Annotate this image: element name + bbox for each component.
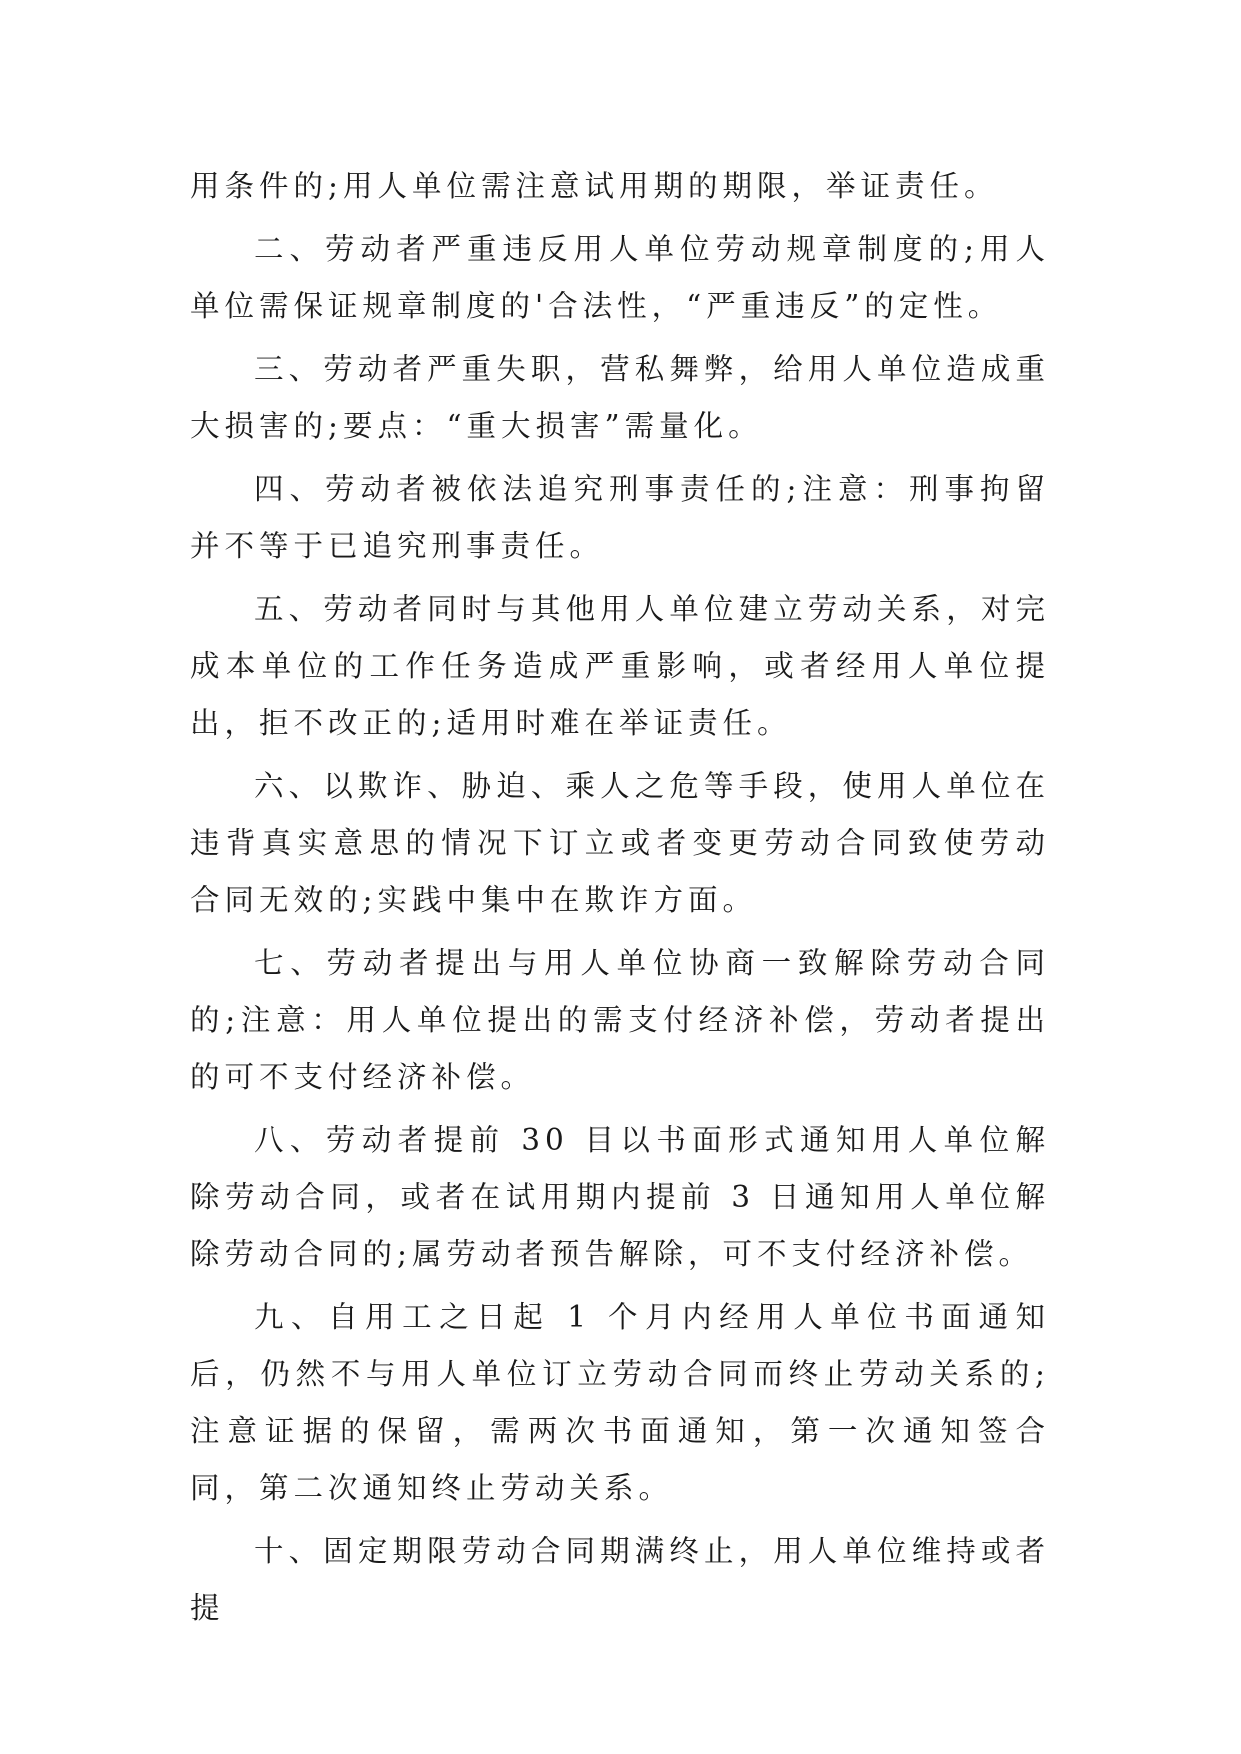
paragraph-item-10: 十、固定期限劳动合同期满终止，用人单位维持或者提 <box>190 1534 1050 1625</box>
paragraph-item-2: 二、劳动者严重违反用人单位劳动规章制度的;用人单位需保证规章制度的'合法性，“严重违反”的定性。 <box>190 232 1050 323</box>
paragraph-item-7: 七、劳动者提出与用人单位协商一致解除劳动合同的;注意：用人单位提出的需支付经济补偿，劳动者提出的可不支付经济补偿。 <box>190 946 1050 1094</box>
paragraph-continuation: 用条件的;用人单位需注意试用期的期限，举证责任。 <box>190 169 999 203</box>
paragraph-item-5: 五、劳动者同时与其他用人单位建立劳动关系，对完成本单位的工作任务造成严重影响，或者经用人单位提出，拒不改正的;适用时难在举证责任。 <box>190 592 1050 740</box>
paragraph-item-3: 三、劳动者严重失职，营私舞弊，给用人单位造成重大损害的;要点：“重大损害”需量化。 <box>190 352 1050 443</box>
paragraph-item-8: 八、劳动者提前 30 目以书面形式通知用人单位解除劳动合同，或者在试用期内提前 3 日通知用人单位解除劳动合同的;属劳动者预告解除，可不支付经济补偿。 <box>190 1123 1050 1271</box>
paragraph-item-6: 六、以欺诈、胁迫、乘人之危等手段，使用人单位在违背真实意思的情况下订立或者变更劳动合同致使劳动合同无效的;实践中集中在欺诈方面。 <box>190 769 1050 917</box>
paragraph-item-9: 九、自用工之日起 1 个月内经用人单位书面通知后，仍然不与用人单位订立劳动合同而终止劳动关系的;注意证据的保留，需两次书面通知，第一次通知签合同，第二次通知终止劳动关系。 <box>190 1300 1050 1505</box>
document-body <box>190 158 1050 1643</box>
paragraph-item-4: 四、劳动者被依法追究刑事责任的;注意：刑事拘留并不等于已追究刑事责任。 <box>190 472 1050 563</box>
